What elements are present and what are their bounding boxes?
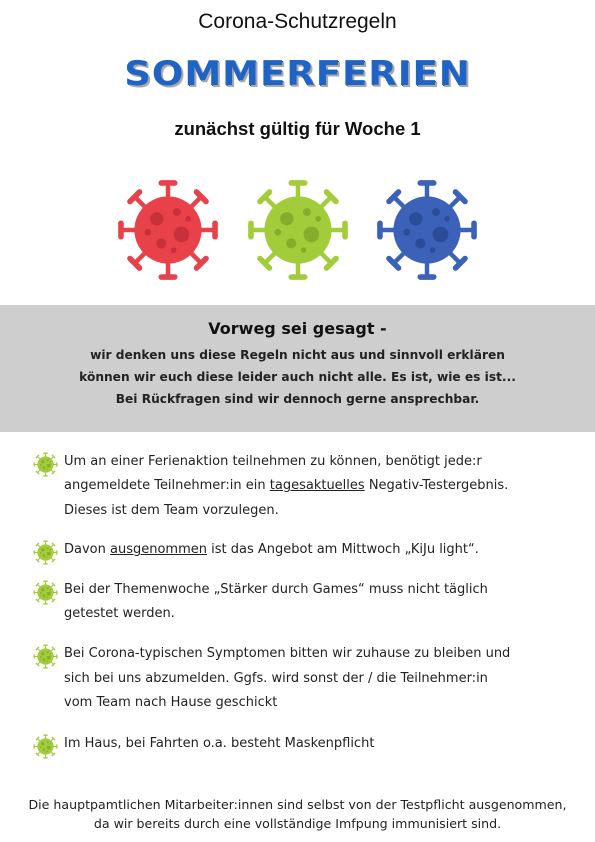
rule-text: Davon ausgenommen ist das Angebot am Mittwoch „KiJu light“. <box>64 542 479 558</box>
page-title: Corona-Schutzregeln <box>198 10 397 33</box>
rule-text: Um an einer Ferienaktion teilnehmen zu können, benötigt jede:r <box>64 454 482 469</box>
green-virus-bullet-icon <box>32 539 59 566</box>
green-virus-bullet-icon <box>32 579 59 606</box>
list-item <box>32 450 577 523</box>
rule-text: getestet werden. <box>64 606 175 622</box>
virus-illustration-row <box>0 174 595 286</box>
notice-heading: Vorweg sei gesagt - <box>208 319 387 338</box>
list-item <box>32 578 577 627</box>
rule-text: vom Team nach Hause geschickt <box>64 695 278 711</box>
rules-list <box>32 450 577 756</box>
footer-line: da wir bereits durch eine vollständige Imfpung immunisiert sind. <box>93 816 502 831</box>
list-item <box>32 642 577 715</box>
rule-text: Bei Corona-typischen Symptomen bitten wir zuhause zu bleiben und <box>64 646 511 662</box>
rule-text: Bei der Themenwoche „Stärker durch Games“ muss nicht täglich <box>64 581 488 597</box>
notice-line: Bei Rückfragen sind wir dennoch gerne ansprechbar. <box>115 392 480 406</box>
footer-note <box>0 795 595 833</box>
footer-line: Die hauptpamtlichen Mitarbeiter:innen sind selbst von der Testpflicht ausgenommen, <box>28 797 567 812</box>
green-virus-bullet-icon <box>32 643 59 670</box>
list-item <box>32 538 577 562</box>
rule-text: angemeldete Teilnehmer:in ein tagesaktuelles Negativ-Testergebnis. <box>64 478 509 494</box>
underlined-word: ausgenommen <box>110 542 207 558</box>
notice-line: wir denken uns diese Regeln nicht aus und sinnvoll erklären <box>90 348 505 362</box>
notice-box <box>0 305 595 432</box>
notice-line: können wir euch diese leider auch nicht alle. Es ist, wie es ist... <box>79 370 516 384</box>
blue-virus-icon <box>371 174 483 286</box>
rule-text: Im Haus, bei Fahrten o.a. besteht Maskenpflicht <box>64 735 375 751</box>
banner-heading: SOMMERFERIEN <box>124 53 471 94</box>
rule-text: Dieses ist dem Team vorzulegen. <box>64 502 279 518</box>
page-subtitle: zunächst gültig für Woche 1 <box>174 118 421 139</box>
underlined-word: tagesaktuelles <box>269 478 365 494</box>
green-virus-bullet-icon <box>32 733 59 760</box>
rule-text: sich bei uns abzumelden. Ggfs. wird sonst der / die Teilnehmer:in <box>64 670 488 686</box>
green-virus-icon <box>242 174 354 286</box>
red-virus-icon <box>112 174 224 286</box>
list-item <box>32 732 577 756</box>
green-virus-bullet-icon <box>32 451 59 478</box>
